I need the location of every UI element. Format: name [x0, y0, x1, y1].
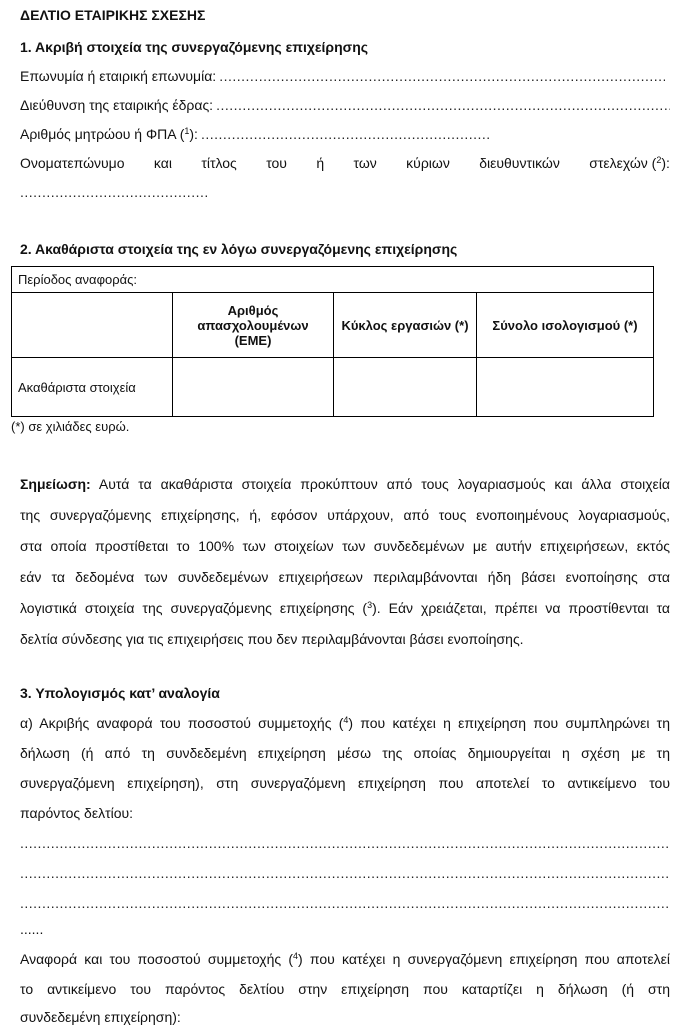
- vat-label: Αριθμός μητρώου ή ΦΠΑ ($^1$):: [20, 126, 198, 142]
- note-line-5: λογιστικά στοιχεία της συνεργαζόμενης επιχείρησης ($^3$). Εάν χρειάζεται, πρέπει να προστίθενται τα: [20, 600, 670, 616]
- headcount-input-cell[interactable]: [173, 358, 334, 417]
- dotted-line: [20, 894, 668, 912]
- company-name-field[interactable]: [20, 67, 665, 85]
- balance-input-cell[interactable]: [477, 358, 654, 417]
- section2-heading: 2. Ακαθάριστα στοιχεία της εν λόγω συνεργαζόμενης επιχείρησης: [20, 241, 458, 257]
- table-footnote: (*) σε χιλιάδες ευρώ.: [11, 419, 130, 434]
- section3a-line-1: α) Ακριβής αναφορά του ποσοστού συμμετοχής ($^4$) που κατέχει η επιχείρηση που συμπληρώνει τη: [20, 715, 670, 731]
- address-label: Διεύθυνση της εταιρικής έδρας:: [20, 97, 214, 113]
- vat-dotted-line: [201, 125, 490, 143]
- section3b-line-3: συνδεδεμένη επιχείρηση):: [20, 1009, 181, 1025]
- managers-dotted-line: [20, 183, 210, 201]
- section3b-line-1: Αναφορά και του ποσοστού συμμετοχής ($^4$) που κατέχει η συνεργαζόμενη επιχείρηση που αποτελεί: [20, 951, 670, 967]
- note-line-3: στα οποία προστίθεται το 100% των στοιχείων των συνδεδεμένων με αυτήν επιχειρήσεων, εκτός: [20, 538, 670, 554]
- managers-field[interactable]: [20, 183, 210, 201]
- section3a-line-4: παρόντος δελτίου:: [20, 805, 134, 821]
- managers-label-line: Ονοματεπώνυμο και τίτλος του ή των κύριων διευθυντικών στελεχών ($^2$):: [20, 155, 670, 171]
- share-field-line-1[interactable]: [20, 834, 668, 852]
- headcount-header: Αριθμός απασχολουμένων (ΕΜΕ): [173, 293, 334, 358]
- company-name-label: Επωνυμία ή εταιρική επωνυμία:: [20, 68, 217, 84]
- dotted-line: [20, 864, 668, 882]
- section1-heading: 1. Ακριβή στοιχεία της συνεργαζόμενης επιχείρησης: [20, 39, 369, 55]
- period-cell[interactable]: [12, 267, 654, 293]
- note-line-6: δελτία σύνδεσης για τις επιχειρήσεις που δεν περιλαμβάνονται βάσει ενοποίησης.: [20, 631, 524, 647]
- share-field-line-3[interactable]: [20, 894, 668, 912]
- section3a-line-3: συνεργαζόμενη επιχείρηση), στη συνεργαζόμενη επιχείρηση που αποτελεί το αντικείμενο του: [20, 775, 670, 791]
- share-field-line-4[interactable]: ......: [20, 921, 44, 937]
- note-line-4: εάν τα δεδομένα των συνδεδεμένων επιχειρήσεων περιλαμβάνονται ήδη βάσει ενοποίησης στα: [20, 569, 670, 585]
- share-field-line-2[interactable]: [20, 864, 668, 882]
- document-title: ΔΕΛΤΙΟ ΕΤΑΙΡΙΚΗΣ ΣΧΕΣΗΣ: [20, 7, 206, 23]
- address-field[interactable]: [20, 96, 670, 114]
- company-name-dotted-line: [219, 67, 665, 85]
- note-label: Σημείωση:: [20, 476, 91, 492]
- footnote-ref-4b: 4: [293, 951, 299, 961]
- vat-field[interactable]: [20, 125, 490, 143]
- turnover-header: Κύκλος εργασιών (*): [334, 293, 477, 358]
- period-label: Περίοδος αναφοράς:: [18, 272, 138, 287]
- note-line-2: της συνεργαζόμενης επιχείρησης, ή, εφόσον υπάρχουν, από τους ενοποιημένους λογαριασμούς,: [20, 507, 670, 523]
- header-empty-cell: [12, 293, 173, 358]
- footnote-ref-3: 3: [367, 600, 373, 610]
- note-line-1: Σημείωση: Αυτά τα ακαθάριστα στοιχεία προκύπτουν από τους λογαριασμούς και άλλα στοιχεία: [20, 476, 671, 492]
- gross-figures-table: [11, 266, 654, 417]
- footnote-ref-2: 2: [656, 155, 662, 165]
- gross-figures-row-label: Ακαθάριστα στοιχεία: [18, 379, 136, 395]
- address-dotted-line: [216, 96, 670, 114]
- row-label-cell: [12, 358, 173, 417]
- footnote-ref-4a: 4: [343, 715, 349, 725]
- section3a-line-2: δήλωση (ή από τη συνδεδεμένη επιχείρηση μέσω της οποίας δημιουργείται η σχέση με τη: [20, 745, 670, 761]
- section3b-line-2: το αντικείμενο του παρόντος δελτίου στην επιχείρηση που καταρτίζει η δήλωση (ή στη: [20, 981, 670, 997]
- turnover-input-cell[interactable]: [334, 358, 477, 417]
- dotted-line: [20, 834, 668, 852]
- balance-header: Σύνολο ισολογισμού (*): [477, 293, 654, 358]
- section3-heading: 3. Υπολογισμός κατ’ αναλογία: [20, 685, 220, 701]
- footnote-ref-1: 1: [184, 126, 190, 136]
